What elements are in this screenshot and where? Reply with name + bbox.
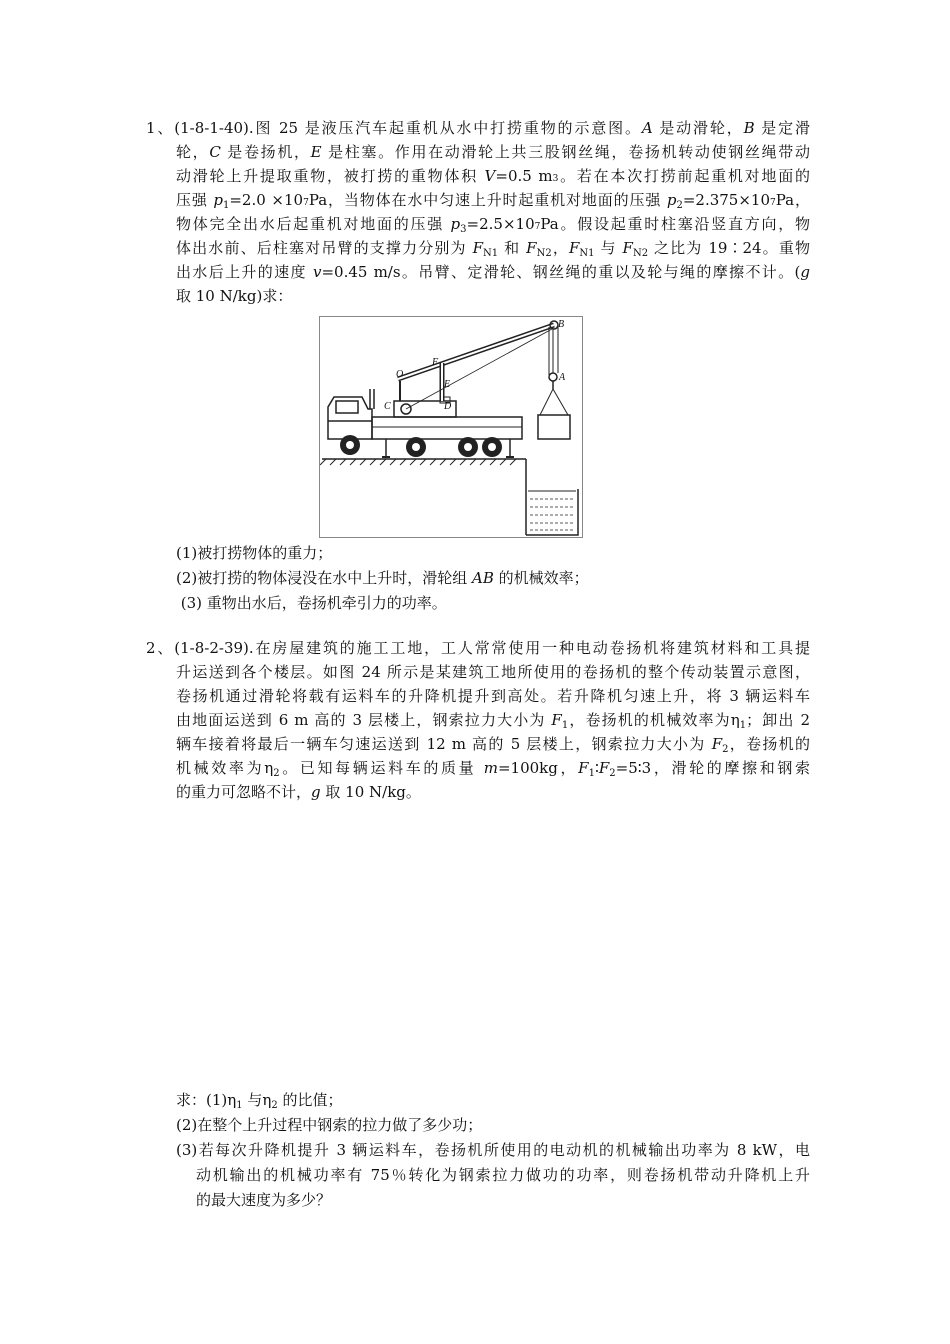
text: ，卷扬机的 (728, 735, 810, 753)
text: 辆车接着将最后一辆车匀速运送到 12 m 高的 5 层楼上，钢索拉力大小为 (176, 735, 712, 753)
text: 和 (498, 239, 527, 257)
text: =0.5 m (495, 167, 553, 185)
label-A: A (559, 372, 566, 383)
q2-line-4 (146, 708, 810, 732)
text: ， (551, 239, 569, 257)
q2-line-1 (146, 636, 810, 660)
text: 轮， (176, 143, 210, 161)
text: 压强 (176, 191, 214, 209)
text: 的机械效率； (493, 569, 589, 587)
q2-sub-2: (2)在整个上升过程中钢索的拉力做了多少功； (176, 1116, 483, 1134)
text: 卷扬机通过滑轮将载有运料车的升降机提升到高处。若升降机匀速上升，将 3 辆运料车 (176, 687, 810, 705)
var-F: F (598, 759, 610, 777)
var-F: F (622, 239, 633, 257)
q1-line-7 (146, 260, 810, 284)
var-v: v (313, 263, 322, 281)
text: Pa。假设起重时柱塞沿竖直方向，物 (540, 215, 810, 233)
q1-line-1 (146, 116, 810, 140)
label-F: F (432, 357, 439, 368)
crane-diagram (320, 317, 582, 537)
moving-pulley-A (549, 373, 557, 381)
q1-line-6 (146, 236, 810, 260)
q1-subquestions (176, 541, 589, 616)
label-C: C (384, 401, 391, 412)
q1-sub-1: (1)被打捞物体的重力； (176, 544, 333, 562)
text: =2.375×10 (682, 191, 771, 209)
text: Pa， (775, 191, 810, 209)
text: 求：(1)η (176, 1091, 237, 1109)
var-E: E (310, 143, 322, 161)
text: 。已知每辆运料车的质量 (279, 759, 484, 777)
q2-line-7 (146, 780, 810, 804)
var-F: F (578, 759, 589, 777)
subscript: N1 (579, 248, 595, 259)
text: 之比为 19∶24。重物 (648, 239, 810, 257)
q2-line-3 (146, 684, 810, 708)
question-1 (146, 116, 810, 308)
text: 取 10 N/kg。 (320, 783, 421, 801)
exponent: 3 (552, 174, 559, 184)
q2-number: 2、(1-8-2-39) (146, 639, 249, 657)
subscript: 1 (236, 1100, 243, 1111)
var-F: F (526, 239, 537, 257)
subscript: 2 (271, 1100, 278, 1111)
q1-line-3 (146, 164, 810, 188)
exponent: 7 (303, 198, 309, 208)
q1-line-8 (146, 284, 810, 308)
text: 的比值； (277, 1091, 343, 1109)
var-AB: AB (472, 569, 494, 587)
crane-figure (319, 316, 583, 538)
text: .在房屋建筑的施工工地，工人常常使用一种电动卷扬机将建筑材料和工具提 (248, 639, 810, 657)
var-p: p (450, 215, 461, 233)
text: 机械效率为η (176, 759, 274, 777)
text: 是动滑轮， (652, 119, 744, 137)
text: 是柱塞。作用在动滑轮上共三股钢丝绳，卷扬机转动使钢丝绳带动 (321, 143, 810, 161)
text: 与 (594, 239, 623, 257)
text: =2.5×10 (466, 215, 535, 233)
var-V: V (484, 167, 496, 185)
q1-number: 1、(1-8-1-40) (146, 119, 249, 137)
q2-sub-3-line-3: 的最大速度为多少？ (196, 1191, 332, 1209)
q1-line-4 (146, 188, 810, 212)
subscript: 1 (588, 768, 595, 779)
subscript: 3 (460, 224, 467, 235)
var-C: C (209, 143, 221, 161)
label-E: E (444, 379, 451, 390)
text: =100kg， (497, 759, 579, 777)
tank-walls (526, 489, 578, 535)
q1-sub-3: (3) 重物出水后，卷扬机牵引力的功率。 (176, 594, 447, 612)
text: 。若在本次打捞前起重机对地面的 (558, 167, 810, 185)
q2-line-2 (146, 660, 810, 684)
var-F: F (472, 239, 484, 257)
q2-sub-3-line-1: (3)若每次升降机提升 3 辆运料车，卷扬机所使用的电动机的机械输出功率为 8 kW，电 (176, 1141, 810, 1159)
text: 是定滑 (754, 119, 810, 137)
subscript: 1 (222, 200, 230, 211)
text: ；卸出 2 (746, 711, 810, 729)
q1-line-5 (146, 212, 810, 236)
q2-line-5 (146, 732, 810, 756)
var-g: g (311, 783, 321, 801)
load-block (538, 415, 570, 439)
text: 与η (242, 1091, 272, 1109)
label-B: B (558, 319, 565, 330)
q2-sub-1 (176, 1088, 810, 1113)
var-F: F (711, 735, 723, 753)
subscript: 2 (609, 768, 616, 779)
water-lines (530, 499, 574, 530)
question-2 (146, 636, 810, 804)
subscript: 1 (739, 720, 747, 731)
subscript: 1 (561, 720, 569, 731)
truck-cab (328, 397, 372, 439)
var-m: m (483, 759, 498, 777)
text: 由地面运送到 6 m 高的 3 层楼上，钢索拉力大小为 (176, 711, 552, 729)
ground-hatch (320, 459, 516, 465)
var-B: B (743, 119, 755, 137)
text: =2.0 ×10 (229, 191, 304, 209)
var-F: F (551, 711, 562, 729)
var-A: A (641, 119, 653, 137)
q1-sub-2 (176, 566, 589, 591)
text: 取 10 N/kg)求： (176, 287, 293, 305)
text: 升运送到各个楼层。如图 24 所示是某建筑工地所使用的卷扬机的整个传动装置示意图， (176, 663, 810, 681)
text: .图 25 是液压汽车起重机从水中打捞重物的示意图。 (248, 119, 642, 137)
subscript: 2 (273, 768, 280, 779)
truck-body (372, 417, 522, 439)
text: 物体完全出水后起重机对地面的压强 (176, 215, 451, 233)
subscript: N2 (536, 248, 552, 259)
q2-line-6 (146, 756, 810, 780)
q2-sub-3-line-2: 动机输出的机械功率有 75％转化为钢索拉力做功的功率，则卷扬机带动升降机上升 (196, 1166, 810, 1184)
text: 的重力可忽略不计， (176, 783, 312, 801)
var-p: p (213, 191, 223, 209)
q2-subquestions (176, 1088, 810, 1213)
text: 是卷扬机， (220, 143, 311, 161)
cab-window (336, 401, 358, 413)
text: 体出水前、后柱塞对吊臂的支撑力分别为 (176, 239, 473, 257)
var-p: p (666, 191, 677, 209)
text: ，卷扬机的机械效率为η (568, 711, 740, 729)
q1-line-2 (146, 140, 810, 164)
exponent: 7 (770, 198, 776, 208)
text: =0.45 m/s。吊臂、定滑轮、钢丝绳的重以及轮与绳的摩擦不计。( (321, 263, 801, 281)
text: Pa，当物体在水中匀速上升时起重机对地面的压强 (308, 191, 667, 209)
text: ∶ (594, 759, 599, 777)
subscript: N1 (483, 248, 499, 259)
var-g: g (800, 263, 810, 281)
var-F: F (569, 239, 580, 257)
subscript: 2 (722, 744, 729, 755)
label-D: D (444, 401, 452, 412)
exponent: 7 (534, 222, 541, 232)
label-O: O (396, 369, 404, 380)
text: =5∶3，滑轮的摩擦和钢索 (615, 759, 811, 777)
text: 动滑轮上升提取重物，被打捞的重物体积 (176, 167, 485, 185)
text: (2)被打捞的物体浸没在水中上升时，滑轮组 (176, 569, 473, 587)
subscript: N2 (632, 248, 649, 259)
subscript: 2 (676, 200, 683, 211)
text: 出水后上升的速度 (176, 263, 313, 281)
